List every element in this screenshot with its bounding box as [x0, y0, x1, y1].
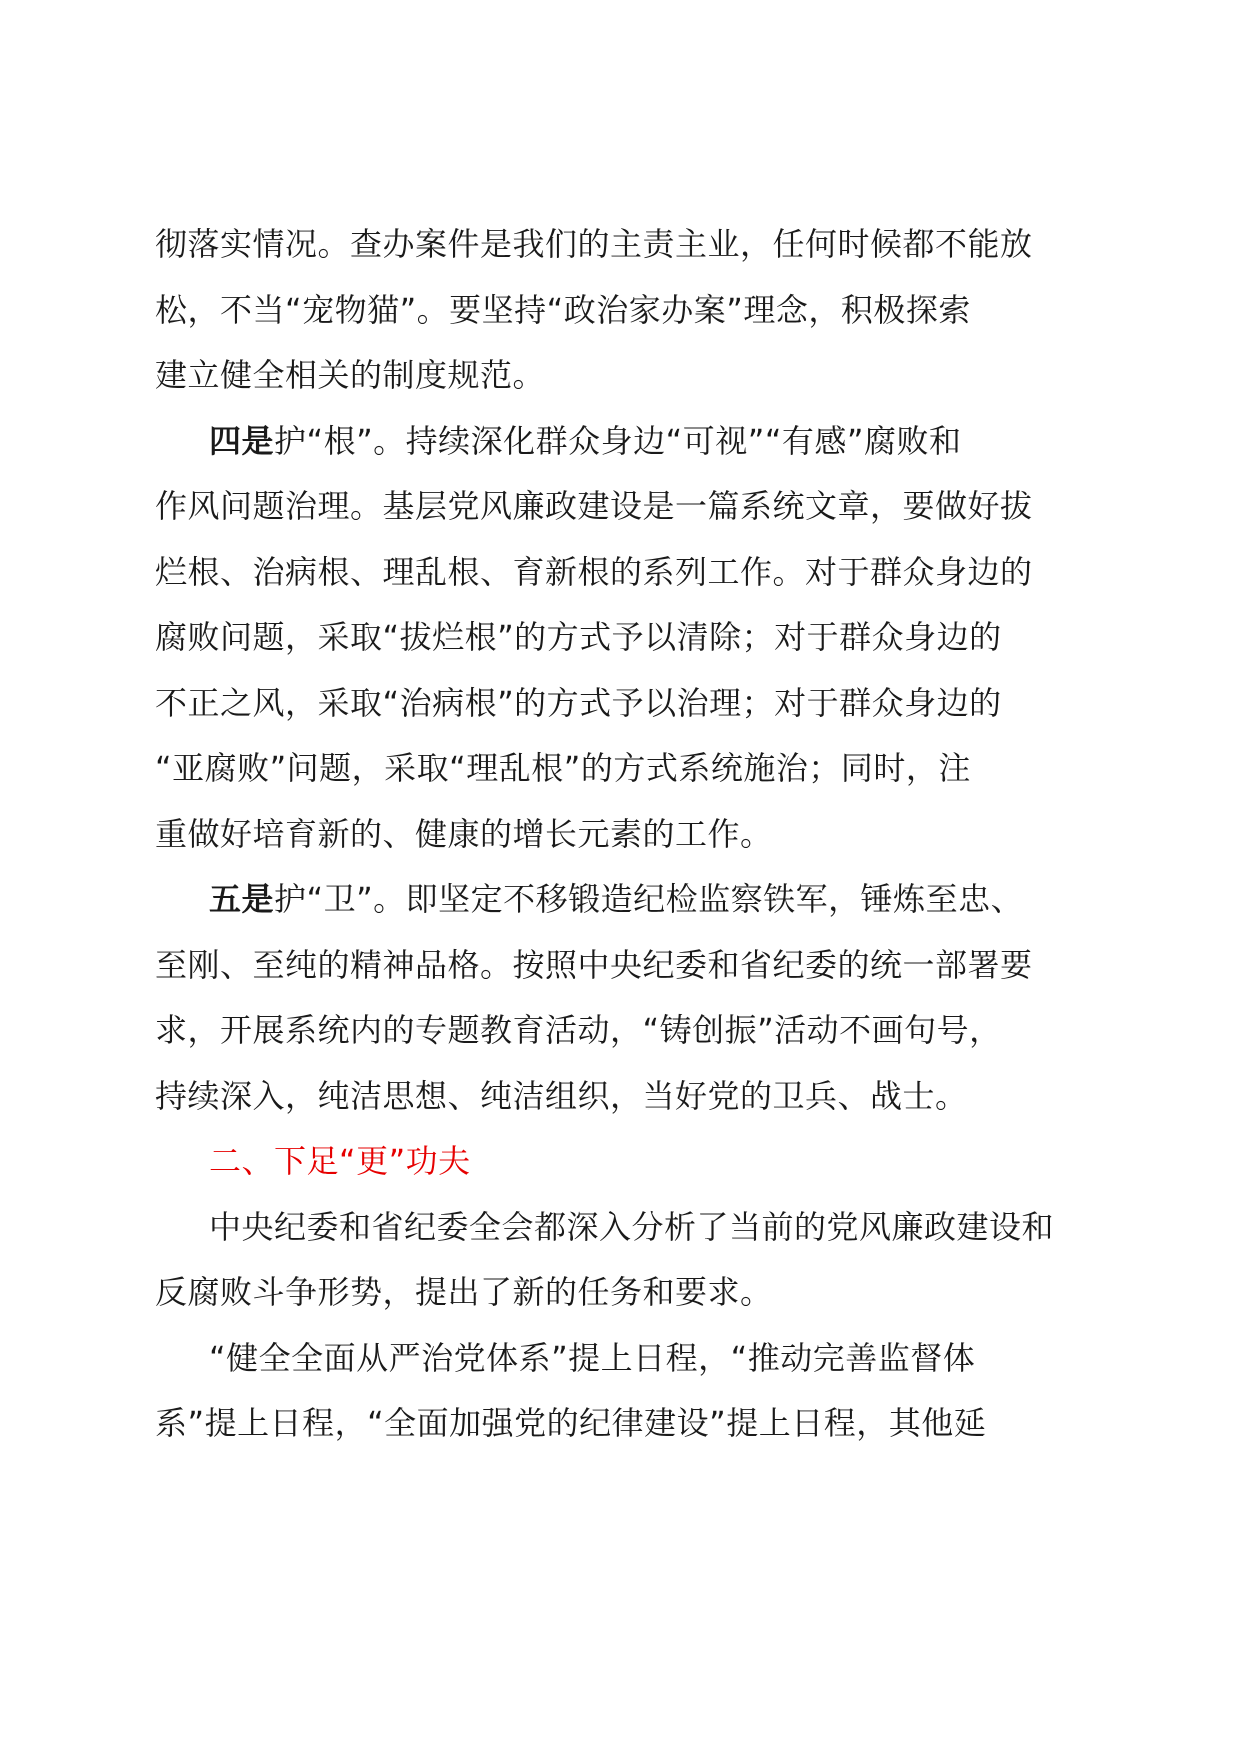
line-text: 持续深入，纯洁思想、纯洁组织，当好党的卫兵、战士。	[155, 1076, 968, 1115]
text-line	[155, 474, 1095, 540]
body-text	[155, 212, 1095, 1457]
text-line	[155, 998, 1095, 1064]
text-line	[155, 802, 1095, 868]
text-line	[155, 1064, 1095, 1130]
line-text: 护“卫”。即坚定不移锻造纪检监察铁军，锤炼至忠、	[274, 880, 1024, 918]
text-line	[155, 605, 1095, 671]
text-line	[155, 1195, 1095, 1261]
line-text: 重做好培育新的、健康的增长元素的工作。	[155, 814, 773, 853]
line-text: 建立健全相关的制度规范。	[155, 356, 546, 394]
line-text: 护“根”。持续深化群众身边“可视”“有感”腐败和	[274, 421, 962, 460]
line-text: 彻落实情况。查办案件是我们的主责主业，任何时候都不能放	[155, 225, 1033, 263]
text-line	[155, 540, 1095, 606]
line-text: 中央纪委和省纪委全会都深入分析了当前的党风廉政建设和	[209, 1207, 1055, 1246]
line-text: “亚腐败”问题，采取“理乱根”的方式系统施治；同时，注	[155, 749, 971, 787]
text-line	[155, 278, 1095, 344]
line-text: 反腐败斗争形势，提出了新的任务和要求。	[155, 1273, 773, 1311]
line-text: 腐败问题，采取“拔烂根”的方式予以清除；对于群众身边的	[155, 618, 1002, 656]
line-text: 至刚、至纯的精神品格。按照中央纪委和省纪委的统一部署要	[155, 945, 1033, 984]
text-line	[155, 212, 1095, 278]
text-line	[155, 1391, 1095, 1457]
paragraph-lead: 五是	[209, 880, 275, 918]
paragraph-lead: 四是	[209, 421, 275, 460]
line-text: “健全全面从严治党体系”提上日程，“推动完善监督体	[209, 1338, 976, 1377]
heading-text: 二、下足“更”功夫	[209, 1142, 471, 1180]
line-text: 系”提上日程，“全面加强党的纪律建设”提上日程，其他延	[155, 1404, 987, 1442]
line-text: 作风问题治理。基层党风廉政建设是一篇系统文章，要做好拔	[155, 487, 1033, 525]
text-line	[155, 867, 1095, 933]
text-line	[155, 1260, 1095, 1326]
line-text: 不正之风，采取“治病根”的方式予以治理；对于群众身边的	[155, 683, 1002, 722]
text-line	[155, 736, 1095, 802]
line-text: 求，开展系统内的专题教育活动，“铸创振”活动不画句号，	[155, 1011, 1002, 1049]
line-text: 松，不当“宠物猫”。要坚持“政治家办案”理念，积极探索	[155, 290, 971, 329]
line-text: 烂根、治病根、理乱根、育新根的系列工作。对于群众身边的	[155, 552, 1033, 591]
text-line	[155, 409, 1095, 475]
section-heading	[155, 1129, 1095, 1195]
text-line	[155, 343, 1095, 409]
text-line	[155, 1326, 1095, 1392]
text-line	[155, 671, 1095, 737]
text-line	[155, 933, 1095, 999]
